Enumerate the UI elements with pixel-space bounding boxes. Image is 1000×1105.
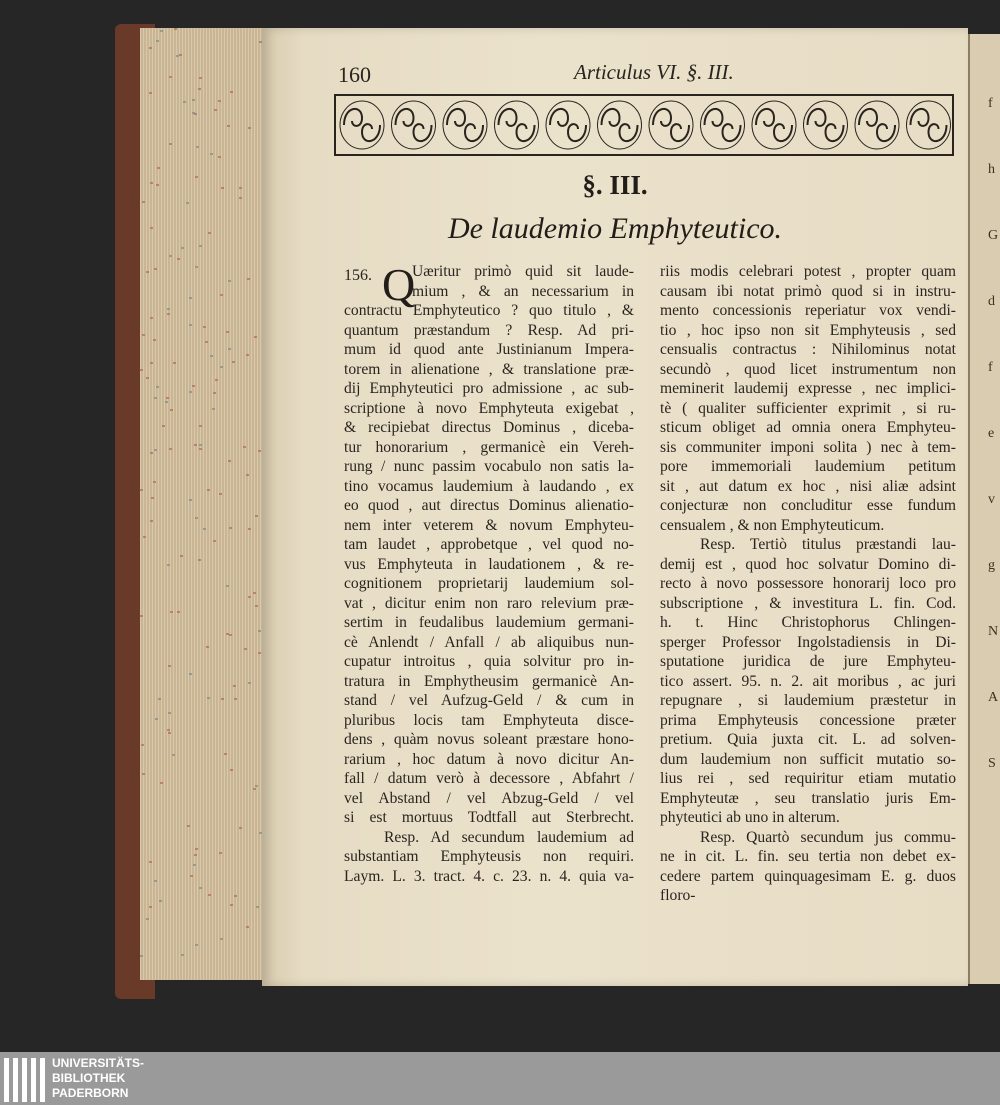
edge-speck: [189, 324, 192, 326]
edge-speck: [210, 153, 213, 155]
edge-speck: [146, 377, 149, 379]
text-line: contractu Emphyteutico ? quo titulo , &: [344, 302, 634, 319]
edge-speck: [234, 895, 237, 897]
edge-speck: [213, 540, 216, 542]
edge-speck: [229, 634, 232, 636]
edge-speck: [158, 698, 161, 700]
edge-speck: [224, 753, 227, 755]
edge-speck: [229, 527, 232, 529]
text-line: conjecturæ non concluditur esse fundum: [660, 497, 956, 514]
edge-speck: [146, 271, 149, 273]
edge-speck: [179, 54, 182, 56]
next-page-letter: A: [988, 690, 999, 705]
text-line: quantum præstandum ? Resp. Ad pri-: [344, 321, 634, 339]
edge-speck: [239, 197, 242, 199]
edge-speck: [173, 362, 176, 364]
ornament-scroll: [701, 101, 745, 149]
running-head: Articulus VI. §. III.: [574, 60, 734, 84]
edge-speck: [154, 397, 157, 399]
next-page-letter: N: [988, 624, 999, 639]
edge-speck: [167, 313, 170, 315]
edge-speck: [199, 245, 202, 247]
edge-speck: [162, 425, 165, 427]
edge-speck: [169, 76, 172, 78]
text-line: substantiam Emphyteusis non requiri.: [344, 848, 634, 865]
text-line: sputatione juridica de jure Emphyteu-: [660, 653, 956, 670]
edge-speck: [247, 278, 250, 280]
next-page-letter: h: [988, 162, 995, 177]
edge-speck: [227, 125, 230, 127]
section-mark: §. III.: [582, 170, 648, 200]
edge-speck: [218, 156, 221, 158]
edge-speck: [194, 444, 197, 446]
edge-speck: [195, 176, 198, 178]
text-line: causam ibi notat primò quod si in instru-: [660, 282, 956, 300]
edge-speck: [154, 449, 157, 451]
text-line: pore immemoriali laudemium petitum: [660, 458, 956, 475]
edge-speck: [213, 392, 216, 394]
edge-speck: [255, 605, 258, 607]
edge-speck: [219, 493, 222, 495]
edge-speck: [248, 596, 251, 598]
edge-speck: [192, 99, 195, 101]
page-block-edges: [140, 28, 265, 980]
edge-speck: [194, 854, 197, 856]
text-line: phyteutici ab uno in alterum.: [660, 809, 840, 826]
edge-speck: [206, 646, 209, 648]
edge-speck: [149, 47, 152, 49]
text-line: mum id quod ante Justinianum Impera-: [344, 341, 634, 358]
edge-speck: [208, 232, 211, 234]
edge-speck: [186, 202, 189, 204]
edge-speck: [181, 247, 184, 249]
edge-speck: [248, 127, 251, 129]
edge-speck: [149, 861, 152, 863]
edge-speck: [215, 379, 218, 381]
next-page-letter: f: [988, 96, 993, 111]
library-logo-icon: [4, 1058, 46, 1102]
edge-speck: [165, 401, 168, 403]
edge-speck: [150, 317, 153, 319]
text-line: dens , quàm novus soleant præstare hono-: [344, 731, 634, 748]
edge-speck: [154, 268, 157, 270]
edge-speck: [183, 101, 186, 103]
edge-speck: [248, 682, 251, 684]
edge-speck: [199, 887, 202, 889]
text-line: cedere partem quinquagesimam E. g. duos: [660, 867, 956, 885]
edge-speck: [232, 361, 235, 363]
text-line: subscriptione , & investitura L. fin. Cod.: [660, 594, 956, 612]
text-line: tio , hoc ipso non sit Emphyteusis , sed: [660, 321, 956, 339]
edge-speck: [146, 918, 149, 920]
edge-speck: [203, 326, 206, 328]
edge-speck: [221, 187, 224, 189]
edge-speck: [177, 611, 180, 613]
edge-speck: [198, 88, 201, 90]
text-line: censualis contractus : Nihilominus notat: [660, 341, 956, 358]
text-line: cè Anlendt / Anfall / ab aliquibus nun-: [344, 633, 634, 651]
edge-speck: [258, 652, 261, 654]
edge-speck: [234, 698, 237, 700]
text-line: dij Emphyteutici pro admissione , ac sub-: [344, 380, 634, 397]
library-name-line: BIBLIOTHEK: [52, 1071, 126, 1085]
library-name-line: UNIVERSITÄTS-: [52, 1056, 145, 1070]
edge-speck: [150, 362, 153, 364]
text-line: Resp. Ad secundum laudemium ad: [384, 828, 634, 846]
edge-speck: [192, 385, 195, 387]
text-line: sertim in feudalibus laudemium germani-: [344, 614, 634, 631]
edge-speck: [177, 258, 180, 260]
edge-speck: [253, 592, 256, 594]
next-page-sliver: [968, 34, 1000, 984]
edge-speck: [230, 904, 233, 906]
edge-speck: [212, 408, 215, 410]
book-page: [262, 28, 968, 986]
text-line: scriptione à novo Emphyteuta exigebat ,: [344, 399, 634, 417]
ornament-scroll: [546, 101, 590, 149]
text-line: sit , aut datum ex hoc , nisi aliæ adsint: [660, 477, 956, 495]
edge-speck: [189, 391, 192, 393]
text-line: fall / datum verò à decessore , Abfahrt /: [344, 770, 634, 787]
edge-speck: [203, 528, 206, 530]
text-line: meminerit laudemij expresse , nec implici-: [660, 380, 956, 397]
edge-speck: [140, 955, 143, 957]
edge-speck: [151, 497, 154, 499]
edge-speck: [157, 167, 160, 169]
edge-speck: [205, 341, 208, 343]
edge-speck: [219, 852, 222, 854]
text-line: tino vocamus laudemium à laudando , ex: [344, 477, 634, 495]
text-line: si est mortuus Todtfall aut Sterbrecht.: [344, 809, 634, 826]
edge-speck: [153, 339, 156, 341]
ornament-scroll: [495, 101, 539, 149]
edge-speck: [244, 648, 247, 650]
text-line: cupatur introitus , quia solvitur pro in-: [344, 653, 634, 670]
edge-speck: [228, 348, 231, 350]
edge-speck: [221, 698, 224, 700]
text-line: cognitionem proprietarij laudemium sol-: [344, 575, 634, 592]
text-line: demij est , quod hoc solvatur Domino di-: [660, 555, 956, 573]
edge-speck: [168, 712, 171, 714]
edge-speck: [155, 718, 158, 720]
text-line: tam laudet , approbetque , vel quod no-: [344, 536, 634, 553]
text-line: stand / vel Aufzug-Geld / & cum in: [344, 692, 634, 709]
text-line: rung / nunc passim vocabulo non satis la-: [344, 458, 634, 475]
text-line: Laym. L. 3. tract. 4. c. 23. n. 4. quia va-: [344, 867, 634, 885]
edge-speck: [199, 448, 202, 450]
edge-speck: [153, 481, 156, 483]
section-title: De laudemio Emphyteutico.: [447, 212, 783, 245]
edge-speck: [208, 894, 211, 896]
edge-speck: [168, 732, 171, 734]
library-footer-bar: [0, 1052, 1000, 1105]
edge-speck: [199, 425, 202, 427]
text-line: floro-: [660, 887, 696, 904]
edge-speck: [226, 331, 229, 333]
text-line: Resp. Quartò secundum jus commu-: [700, 828, 956, 846]
edge-speck: [160, 782, 163, 784]
edge-speck: [199, 77, 202, 79]
edge-speck: [195, 517, 198, 519]
next-page-letter: d: [988, 294, 995, 309]
edge-speck: [228, 280, 231, 282]
edge-speck: [172, 754, 175, 756]
edge-speck: [156, 386, 159, 388]
text-line: riis modis celebrari potest , propter quam: [660, 263, 956, 280]
edge-speck: [255, 785, 258, 787]
edge-speck: [226, 585, 229, 587]
edge-speck: [181, 954, 184, 956]
text-line: & recipiebat directus Dominus , diceba-: [344, 419, 634, 436]
library-name: [52, 1056, 144, 1101]
edge-speck: [193, 864, 196, 866]
text-line: vus Emphyteuta in laudationem , & re-: [344, 555, 634, 573]
edge-speck: [149, 92, 152, 94]
page-number: 160: [338, 62, 371, 87]
edge-speck: [140, 489, 143, 491]
edge-speck: [230, 91, 233, 93]
text-line: mium , & an necessarium in: [412, 282, 634, 300]
edge-speck: [207, 489, 210, 491]
edge-speck: [195, 266, 198, 268]
edge-speck: [140, 369, 143, 371]
edge-speck: [226, 633, 229, 635]
edge-speck: [254, 336, 257, 338]
edge-speck: [258, 630, 261, 632]
edge-speck: [233, 685, 236, 687]
text-line: sperger Professor Ingolstadiensis in Di-: [660, 633, 956, 651]
edge-speck: [256, 906, 259, 908]
edge-speck: [210, 355, 213, 357]
text-line: tratura in Emphytheusim germanicè An-: [344, 672, 634, 690]
edge-speck: [258, 450, 261, 452]
edge-speck: [169, 255, 172, 257]
edge-speck: [170, 409, 173, 411]
edge-speck: [180, 555, 183, 557]
next-page-letter: f: [988, 360, 993, 375]
edge-speck: [246, 926, 249, 928]
edge-speck: [189, 499, 192, 501]
edge-speck: [150, 520, 153, 522]
edge-speck: [253, 788, 256, 790]
next-page-letter: G: [988, 228, 999, 243]
text-line: lius rei , sed requiritur etiam mutatio: [660, 770, 956, 787]
text-line: sis communiter imponi solita ) nec à tem-: [660, 438, 956, 456]
text-line: h. t. Hinc Christophorus Chlingen-: [660, 614, 956, 631]
edge-speck: [220, 366, 223, 368]
edge-speck: [190, 875, 193, 877]
edge-speck: [156, 40, 159, 42]
edge-speck: [239, 187, 242, 189]
edge-speck: [143, 536, 146, 538]
text-line: censualem , & non Emphyteuticum.: [660, 516, 885, 534]
text-line: torem in alienatione , & translatione præ-: [344, 360, 634, 378]
library-name-line: PADERBORN: [52, 1086, 129, 1100]
edge-speck: [192, 112, 195, 114]
text-line: secundò , quod licet instrumentum non: [660, 360, 956, 378]
edge-speck: [239, 827, 242, 829]
text-line: Resp. Tertiò titulus præstandi lau-: [700, 536, 956, 553]
text-line: rarium , hoc datum à novo dicitur An-: [344, 750, 634, 768]
text-line: dum laudemium non sufficit mutatio so-: [660, 750, 956, 768]
edge-speck: [167, 729, 170, 731]
edge-speck: [255, 515, 258, 517]
edge-speck: [246, 474, 249, 476]
edge-speck: [220, 294, 223, 296]
next-page-letter: v: [988, 492, 995, 507]
edge-speck: [167, 564, 170, 566]
text-line: recto à novo possessore honorarij loco pro: [660, 575, 956, 592]
ornament-scroll: [340, 101, 384, 149]
edge-speck: [160, 30, 163, 32]
edge-speck: [246, 354, 249, 356]
ornament-scroll: [443, 101, 487, 149]
edge-speck: [150, 452, 153, 454]
text-line: pretium. Quia juxta cit. L. ad solven-: [660, 731, 956, 748]
right-text-column: [660, 262, 956, 906]
next-page-letter: S: [988, 756, 996, 771]
text-line: ne in cit. L. fin. seu tertia non debet ex-: [660, 848, 956, 865]
edge-speck: [214, 109, 217, 111]
left-text-column: [344, 259, 634, 886]
ornament-scroll: [649, 101, 693, 149]
next-page-letter: e: [988, 426, 995, 441]
edge-speck: [154, 880, 157, 882]
edge-speck: [150, 227, 153, 229]
text-line: vat , dicitur enim non raro relevium præ-: [344, 594, 634, 612]
text-line: Uæritur primò quid sit laude-: [412, 263, 634, 280]
edge-speck: [174, 28, 177, 30]
edge-speck: [170, 611, 173, 613]
edge-speck: [140, 615, 143, 617]
ornament-scroll: [804, 101, 848, 149]
text-line: pluribus locis tam Emphyteuta disce-: [344, 711, 634, 729]
edge-speck: [195, 944, 198, 946]
edge-speck: [189, 297, 192, 299]
edge-speck: [169, 448, 172, 450]
edge-speck: [189, 673, 192, 675]
decorative-ornament-band: [334, 94, 954, 156]
text-line: tè ( qualiter sufficienter exprimit , si ru-: [660, 399, 956, 417]
edge-speck: [187, 825, 190, 827]
edge-speck: [196, 146, 199, 148]
paragraph-number: 156.: [344, 267, 372, 284]
edge-speck: [228, 460, 231, 462]
text-line: tico assert. 95. n. 2. ait moribus , ac juri: [660, 672, 956, 690]
edge-speck: [168, 665, 171, 667]
edge-speck: [199, 444, 202, 446]
edge-speck: [142, 201, 145, 203]
ornament-scroll: [855, 101, 899, 149]
text-line: Emphyteutæ , seu translatio juris Em-: [660, 789, 956, 807]
ornament-scroll: [392, 101, 436, 149]
edge-speck: [207, 697, 210, 699]
edge-speck: [141, 744, 144, 746]
edge-speck: [159, 900, 162, 902]
edge-speck: [243, 446, 246, 448]
edge-speck: [167, 308, 170, 310]
edge-speck: [218, 100, 221, 102]
edge-speck: [195, 848, 198, 850]
text-line: eo quod , aut directus Dominus alienatio-: [344, 497, 634, 514]
text-line: vel Abstand / vel Abzug-Geld / vel: [344, 789, 634, 807]
text-line: mento concessionis reperiatur vox vendi-: [660, 302, 956, 319]
edge-speck: [149, 906, 152, 908]
next-page-letter: g: [988, 558, 995, 573]
edge-speck: [169, 143, 172, 145]
text-line: sticum obliget ad omnia onera Emphyteu-: [660, 419, 956, 436]
edge-speck: [142, 334, 145, 336]
ornament-scroll: [752, 101, 796, 149]
text-line: tur honorarium , germanicè ein Vereh-: [344, 438, 634, 456]
text-line: repugnare , si laudemium præstetur in: [660, 692, 956, 709]
ornament-scroll: [907, 101, 951, 149]
edge-speck: [142, 773, 145, 775]
edge-speck: [230, 769, 233, 771]
text-line: prima Emphyteusis concessione præter: [660, 711, 956, 729]
edge-speck: [198, 559, 201, 561]
ornament-scroll: [598, 101, 642, 149]
edge-speck: [248, 528, 251, 530]
edge-speck: [166, 397, 169, 399]
drop-capital: Q: [382, 259, 416, 310]
edge-speck: [220, 938, 223, 940]
edge-speck: [150, 182, 153, 184]
edge-speck: [156, 184, 159, 186]
text-line: nem inter veterem & novum Emphyteu-: [344, 516, 634, 534]
